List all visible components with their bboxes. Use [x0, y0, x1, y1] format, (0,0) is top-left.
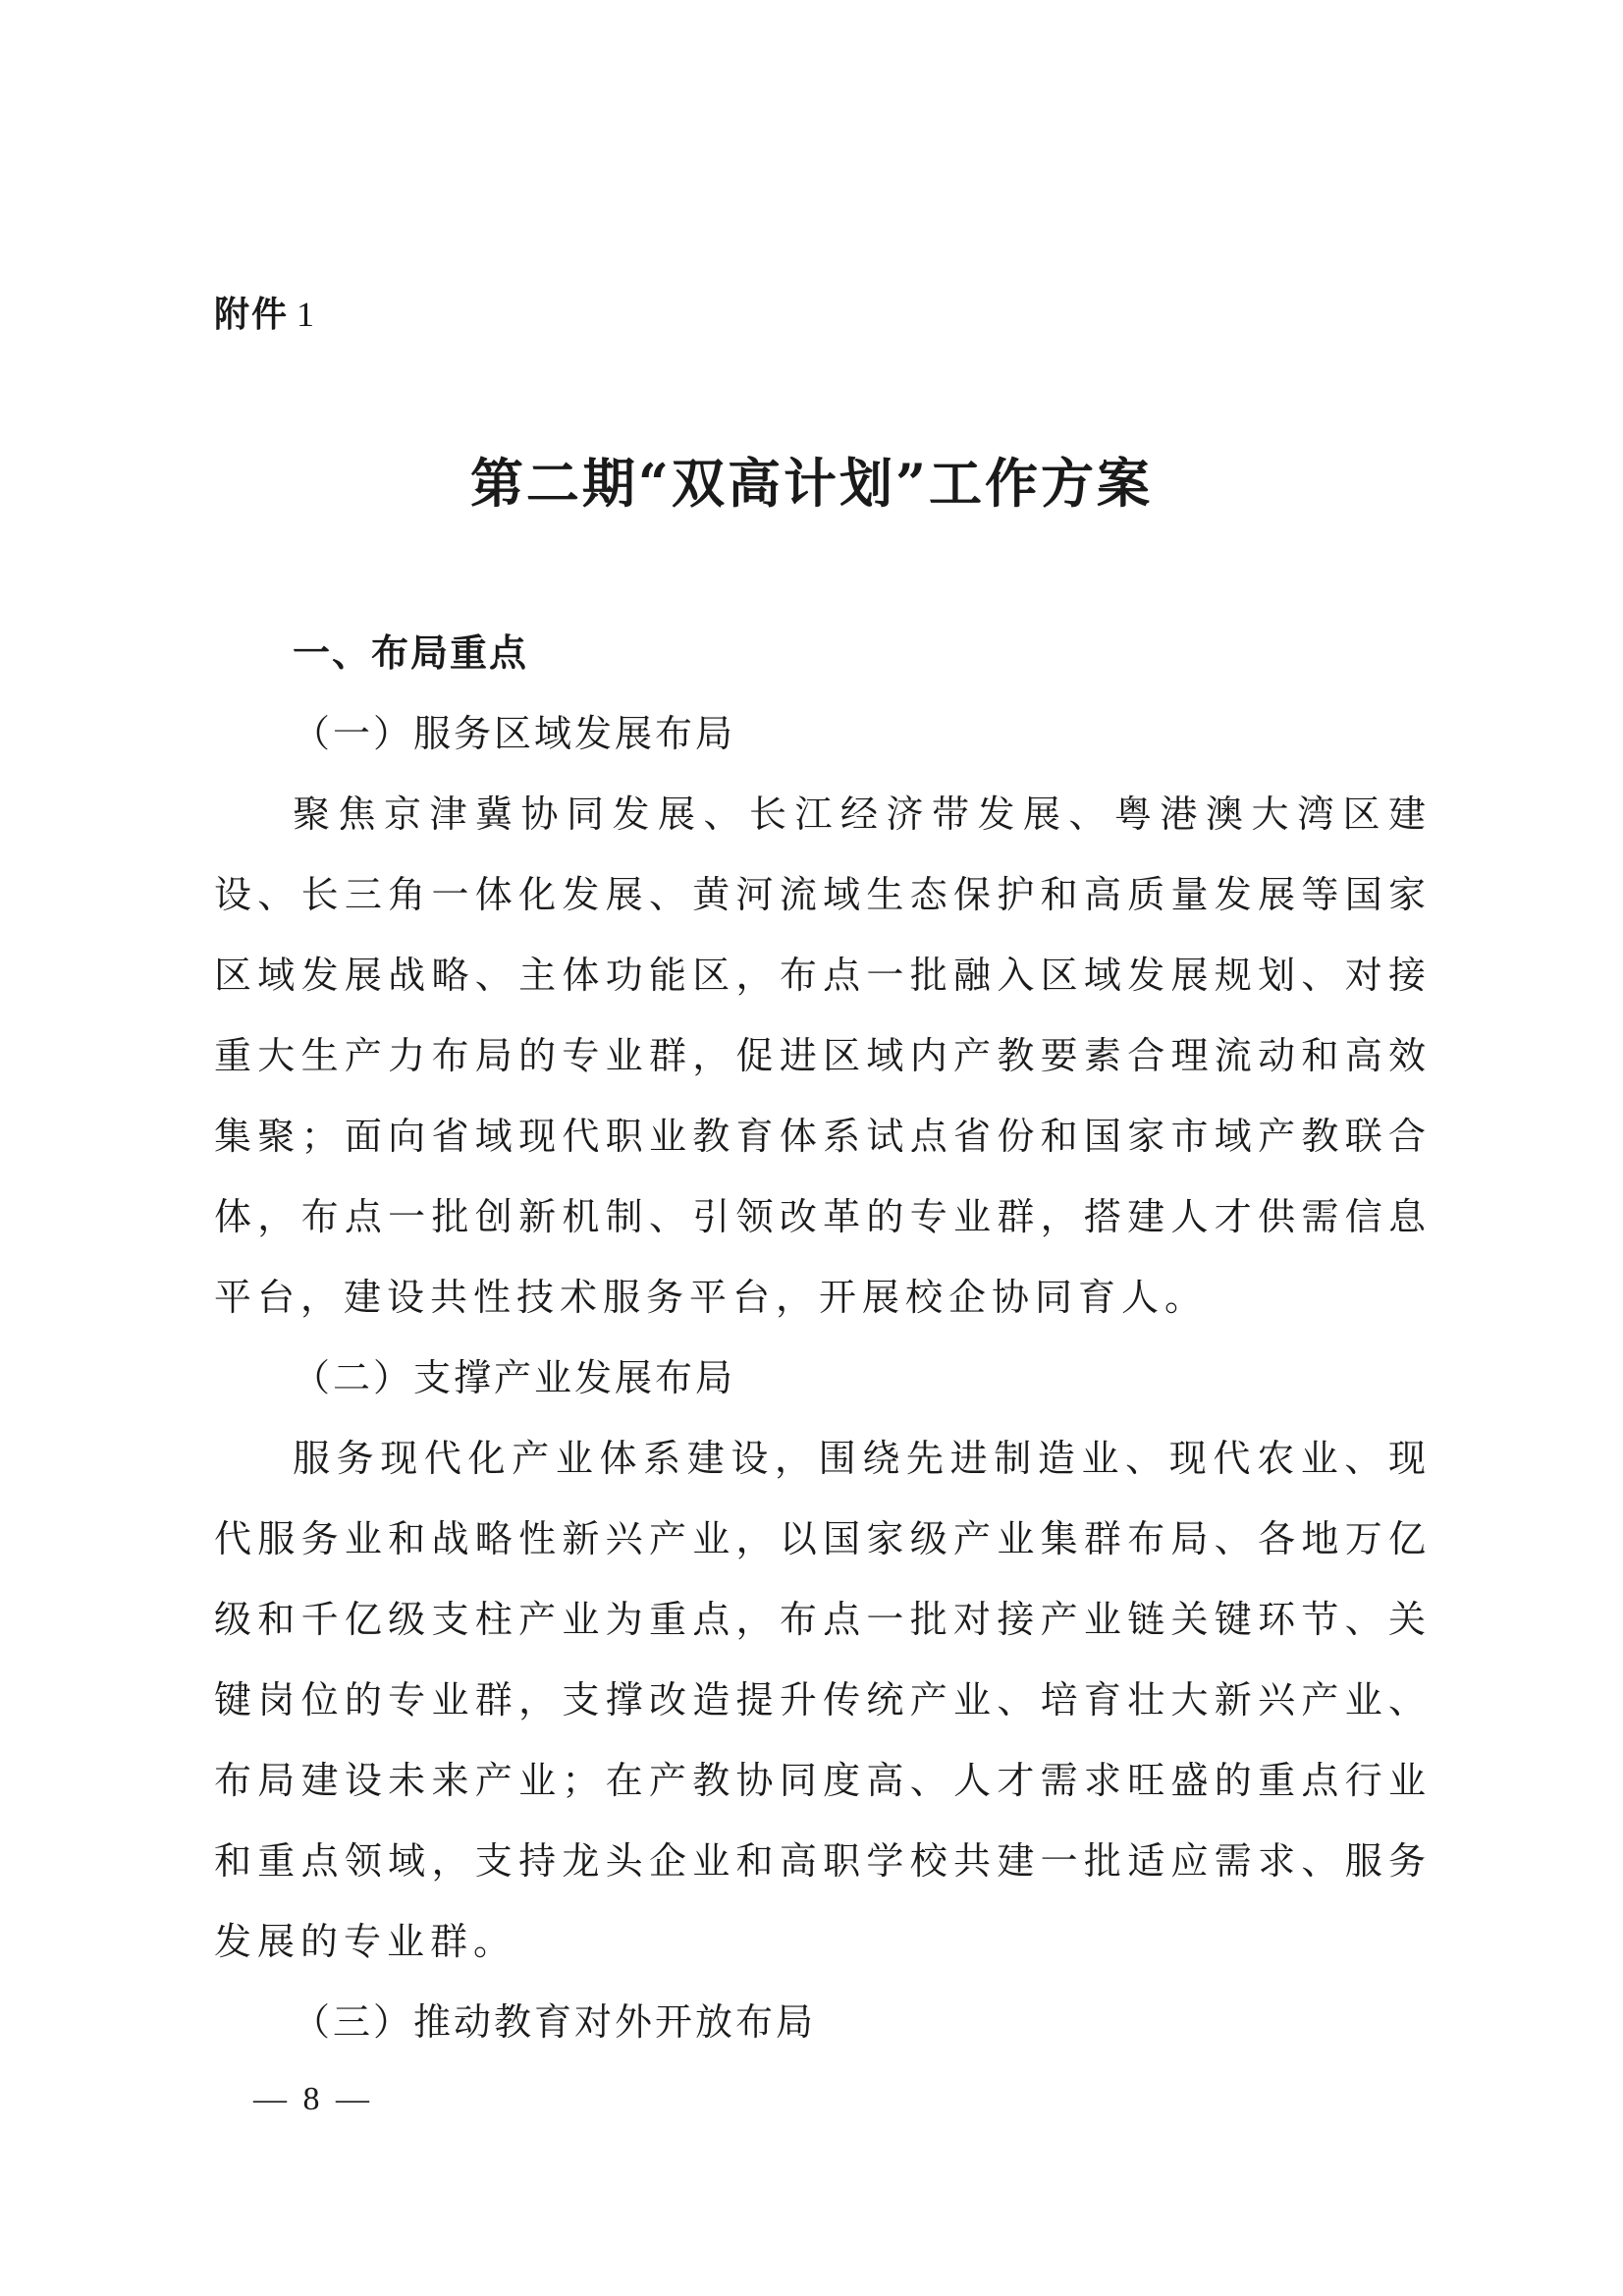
section-heading-layout-focus: 一、布局重点 — [293, 631, 529, 675]
document-body — [214, 613, 1432, 2062]
subsection-heading-opening-up: （三）推动教育对外开放布局 — [293, 2000, 817, 2044]
page-number: — 8 — — [253, 2081, 373, 2117]
attachment-label-text: 附件 — [214, 295, 290, 335]
attachment-number: 1 — [297, 295, 317, 334]
attachment-label — [214, 285, 316, 345]
paragraph-industry: 服务现代化产业体系建设，围绕先进制造业、现代农业、现代服务业和战略性新兴产业，以国家级产业集群布局、各地万亿级和千亿级支柱产业为重点，布点一批对接产业链关键环节、关键岗位的专业群，支撑改造提升传统产业、培育壮大新兴产业、布局建设未来产业；在产教协同度高、人才需求旺盛的重点行业和重点领域，支持龙头企业和高职学校共建一批适应需求、服务发展的专业群。 — [214, 1437, 1432, 1963]
paragraph-regional: 聚焦京津冀协同发展、长江经济带发展、粤港澳大湾区建设、长三角一体化发展、黄河流域生态保护和高质量发展等国家区域发展战略、主体功能区，布点一批融入区域发展规划、对接重大生产力布局的专业群，促进区域内产教要素合理流动和高效集聚；面向省域现代职业教育体系试点省份和国家市域产教联合体，布点一批创新机制、引领改革的专业群，搭建人才供需信息平台，建设共性技术服务平台，开展校企协同育人。 — [214, 793, 1432, 1319]
subsection-heading-regional: （一）服务区域发展布局 — [293, 712, 736, 755]
document-title: 第二期“双高计划”工作方案 — [469, 452, 1154, 515]
subsection-heading-industry: （二）支撑产业发展布局 — [293, 1356, 736, 1399]
